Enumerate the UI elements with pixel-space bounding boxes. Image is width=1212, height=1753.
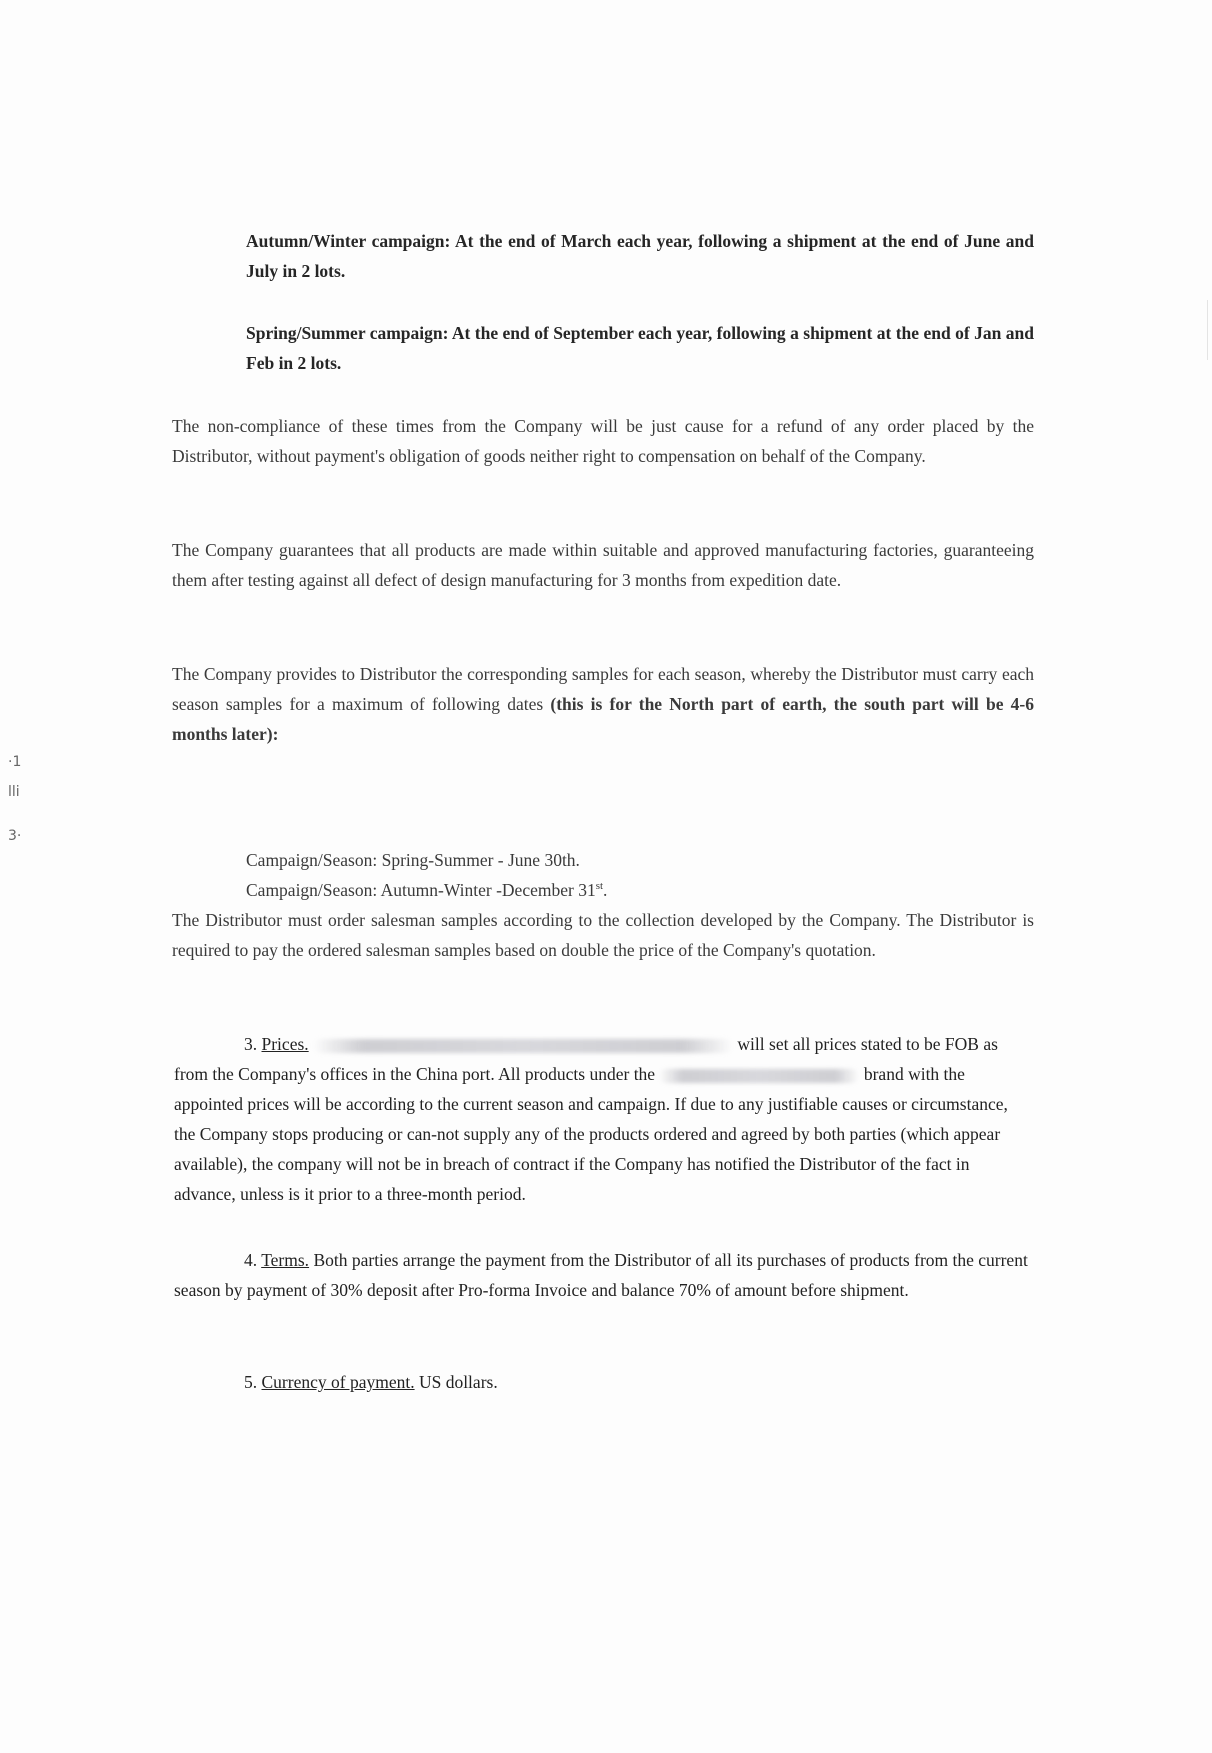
season-autumn-winter-sup: st — [595, 880, 604, 893]
scan-edge-line — [1207, 300, 1208, 360]
margin-mark: 3· — [8, 828, 22, 844]
clause-currency-text: US dollars. — [418, 1372, 498, 1392]
clause-currency-number: 5. — [244, 1372, 258, 1392]
paragraph-guarantee: The Company guarantees that all products are made within suitable and approved manufacturing factories, guaranteeing them after testing against all defect of design manufacturing for 3 months from expedition date. — [172, 540, 1034, 590]
campaign-spring-summer: Spring/Summer campaign: At the end of September each year, following a shipment at the end of Jan and Feb in 2 lots. — [246, 323, 1034, 373]
paragraph-non-compliance: The non-compliance of these times from the Company will be just cause for a refund of any order placed by the Distributor, without payment's obligation of goods neither right to compensation on behalf of the Company. — [172, 416, 1034, 466]
clause-currency — [174, 1367, 1032, 1397]
season-spring-summer: Campaign/Season: Spring-Summer - June 30th. — [246, 850, 580, 870]
clause-terms-number: 4. — [244, 1250, 258, 1270]
season-autumn-winter-text: Campaign/Season: Autumn-Winter -December 31 — [246, 880, 596, 900]
margin-mark: lli — [8, 784, 20, 800]
samples-tail-text: (this is for the North part of earth, the south part will be 4-6 months later): — [172, 694, 1034, 744]
redacted-company-name — [313, 1039, 733, 1053]
redacted-brand-name — [659, 1069, 859, 1083]
clause-prices-number: 3. — [244, 1034, 258, 1054]
paragraph-samples — [172, 659, 1034, 749]
clause-terms-text: Both parties arrange the payment from the Distributor of all its purchases of products from the current season by payment of 30% deposit after Pro-forma Invoice and balance 70% of amount before shipment. — [174, 1250, 1028, 1300]
clause-currency-title: Currency of payment. — [261, 1372, 415, 1392]
clause-prices-title: Prices. — [261, 1034, 309, 1054]
samples-lead-text: The Company provides to Distributor the corresponding samples for each season, whereby the Distributor must carry each season samples for a maximum of following dates — [172, 664, 1034, 714]
clause-prices-text-a: will set all prices stated to be FOB as from the Company's offices in the China port. All products under the — [174, 1034, 998, 1084]
paragraph-salesman-samples: The Distributor must order salesman samples according to the collection developed by the Company. The Distributor is required to pay the ordered salesman samples based on double the price of the Company's quotation. — [172, 910, 1034, 960]
season-autumn-winter-end: . — [603, 880, 608, 900]
clause-prices — [174, 1029, 1032, 1209]
campaign-autumn-winter: Autumn/Winter campaign: At the end of March each year, following a shipment at the end of June and July in 2 lots. — [246, 231, 1034, 281]
margin-mark: ·1 — [8, 754, 22, 770]
clause-prices-text-b: brand with the appointed prices will be according to the current season and campaign. If due to any justifiable causes or circumstance, the Company stops producing or can-not supply any of the products ordered and agreed by both parties (which appear available), the company will not be in breach of contract if the Company has notified the Distributor of the fact in advance, unless is it prior to a three-month period. — [174, 1064, 1008, 1204]
season-autumn-winter — [246, 875, 607, 905]
clause-terms-title: Terms. — [261, 1250, 310, 1270]
clause-terms — [174, 1245, 1032, 1305]
